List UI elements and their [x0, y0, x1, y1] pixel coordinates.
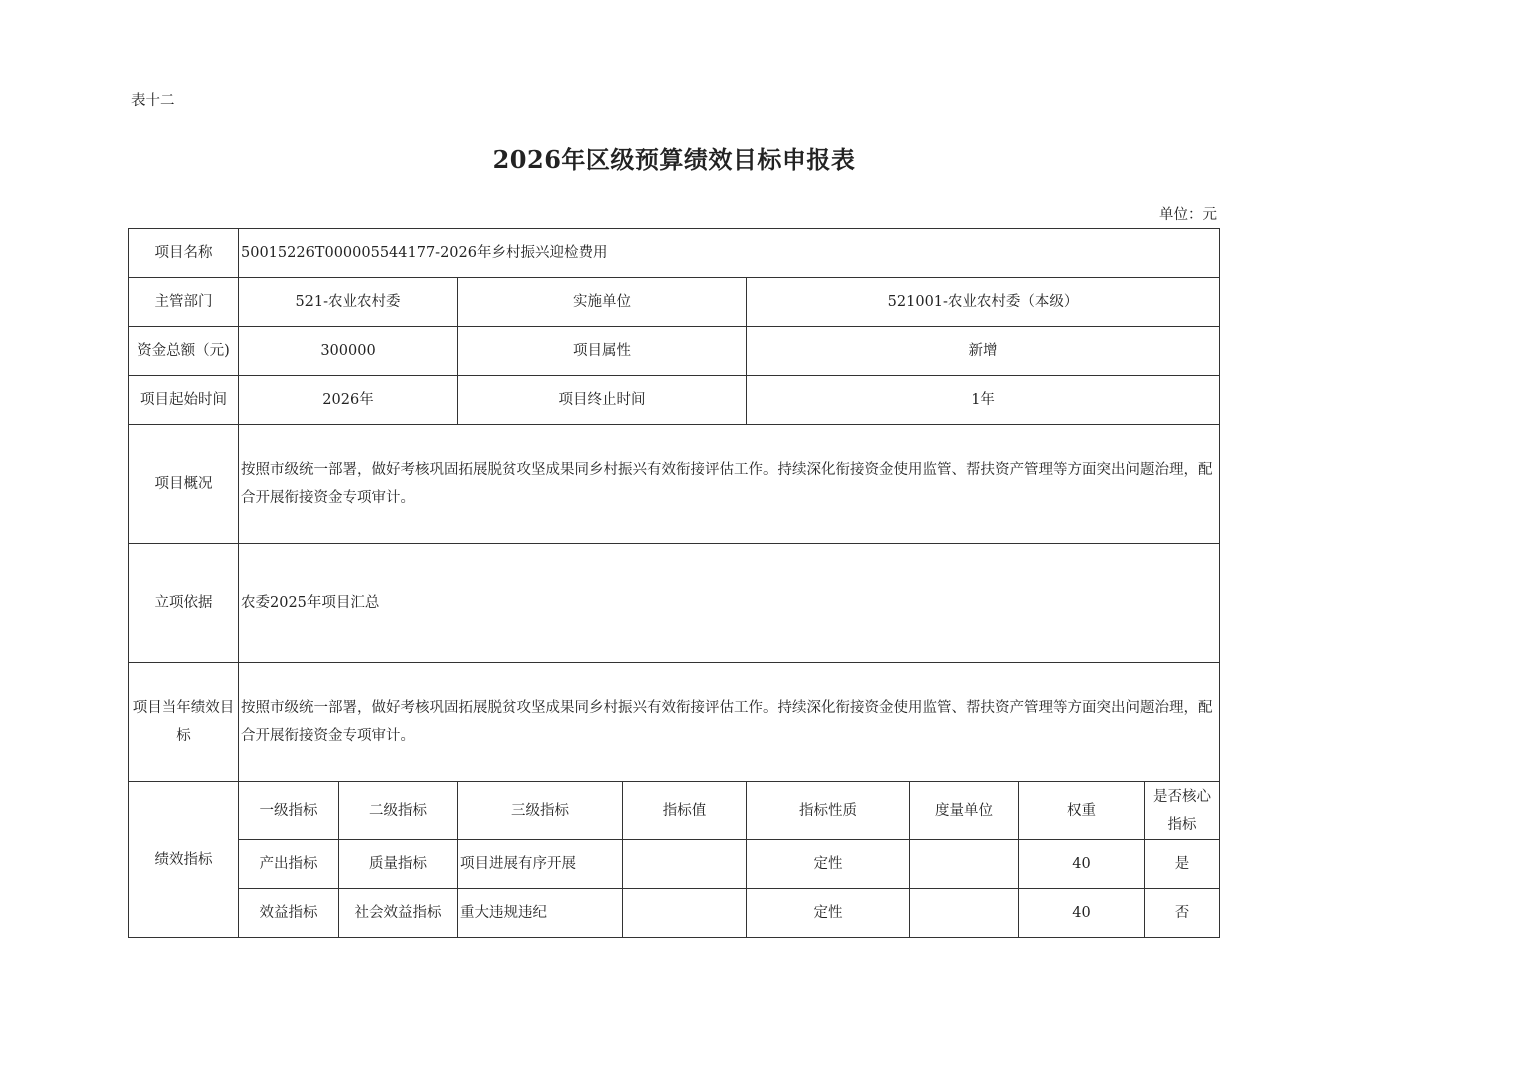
row-annual-goal [129, 663, 1220, 782]
indicator-header-row [129, 782, 1220, 840]
indicator-cell: 定性 [747, 840, 910, 889]
indicator-cell: 重大违规违纪 [458, 889, 623, 938]
indicator-cell: 否 [1145, 889, 1220, 938]
department-value: 521-农业农村委 [239, 278, 458, 327]
indicator-cell: 定性 [747, 889, 910, 938]
document-title: 2026年区级预算绩效目标申报表 [492, 145, 856, 174]
overview-value: 按照市级统一部署，做好考核巩固拓展脱贫攻坚成果同乡村振兴有效衔接评估工作。持续深化衔接资金使用监管、帮扶资产管理等方面突出问题治理，配合开展衔接资金专项审计。 [239, 425, 1220, 544]
indicator-cell: 产出指标 [239, 840, 339, 889]
indicator-header: 一级指标 [239, 782, 339, 840]
indicator-cell [910, 889, 1019, 938]
department-label: 主管部门 [129, 278, 239, 327]
annual-goal-label: 项目当年绩效目标 [129, 663, 239, 782]
project-name-label: 项目名称 [129, 229, 239, 278]
total-funds-value: 300000 [239, 327, 458, 376]
row-funds [129, 327, 1220, 376]
start-time-value: 2026年 [239, 376, 458, 425]
row-overview [129, 425, 1220, 544]
indicator-header: 权重 [1019, 782, 1145, 840]
total-funds-label: 资金总额（元) [129, 327, 239, 376]
indicator-header: 二级指标 [339, 782, 458, 840]
indicators-label: 绩效指标 [129, 782, 239, 938]
project-attribute-label: 项目属性 [458, 327, 747, 376]
row-department [129, 278, 1220, 327]
indicator-header: 是否核心指标 [1145, 782, 1220, 840]
indicator-cell: 质量指标 [339, 840, 458, 889]
row-period [129, 376, 1220, 425]
indicator-cell: 效益指标 [239, 889, 339, 938]
indicator-cell: 40 [1019, 840, 1145, 889]
project-attribute-value: 新增 [747, 327, 1220, 376]
indicator-cell [910, 840, 1019, 889]
indicator-header: 度量单位 [910, 782, 1019, 840]
basis-value: 农委2025年项目汇总 [239, 544, 1220, 663]
unit-label: 单位：元 [1159, 207, 1217, 223]
basis-label: 立项依据 [129, 544, 239, 663]
end-time-label: 项目终止时间 [458, 376, 747, 425]
implementing-unit-label: 实施单位 [458, 278, 747, 327]
indicator-header: 指标性质 [747, 782, 910, 840]
overview-label: 项目概况 [129, 425, 239, 544]
table-number: 表十二 [131, 93, 175, 109]
indicator-cell: 项目进展有序开展 [458, 840, 623, 889]
indicator-cell [623, 889, 747, 938]
annual-goal-value: 按照市级统一部署，做好考核巩固拓展脱贫攻坚成果同乡村振兴有效衔接评估工作。持续深化衔接资金使用监管、帮扶资产管理等方面突出问题治理，配合开展衔接资金专项审计。 [239, 663, 1220, 782]
indicator-header: 三级指标 [458, 782, 623, 840]
indicator-cell: 社会效益指标 [339, 889, 458, 938]
implementing-unit-value: 521001-农业农村委（本级） [747, 278, 1220, 327]
budget-performance-form [128, 228, 1220, 938]
start-time-label: 项目起始时间 [129, 376, 239, 425]
indicator-cell [623, 840, 747, 889]
indicator-cell: 40 [1019, 889, 1145, 938]
project-name-value: 50015226T000005544177-2026年乡村振兴迎检费用 [239, 229, 1220, 278]
indicator-row [129, 889, 1220, 938]
indicator-row [129, 840, 1220, 889]
row-project-name [129, 229, 1220, 278]
indicator-cell: 是 [1145, 840, 1220, 889]
indicator-header: 指标值 [623, 782, 747, 840]
row-basis [129, 544, 1220, 663]
end-time-value: 1年 [747, 376, 1220, 425]
